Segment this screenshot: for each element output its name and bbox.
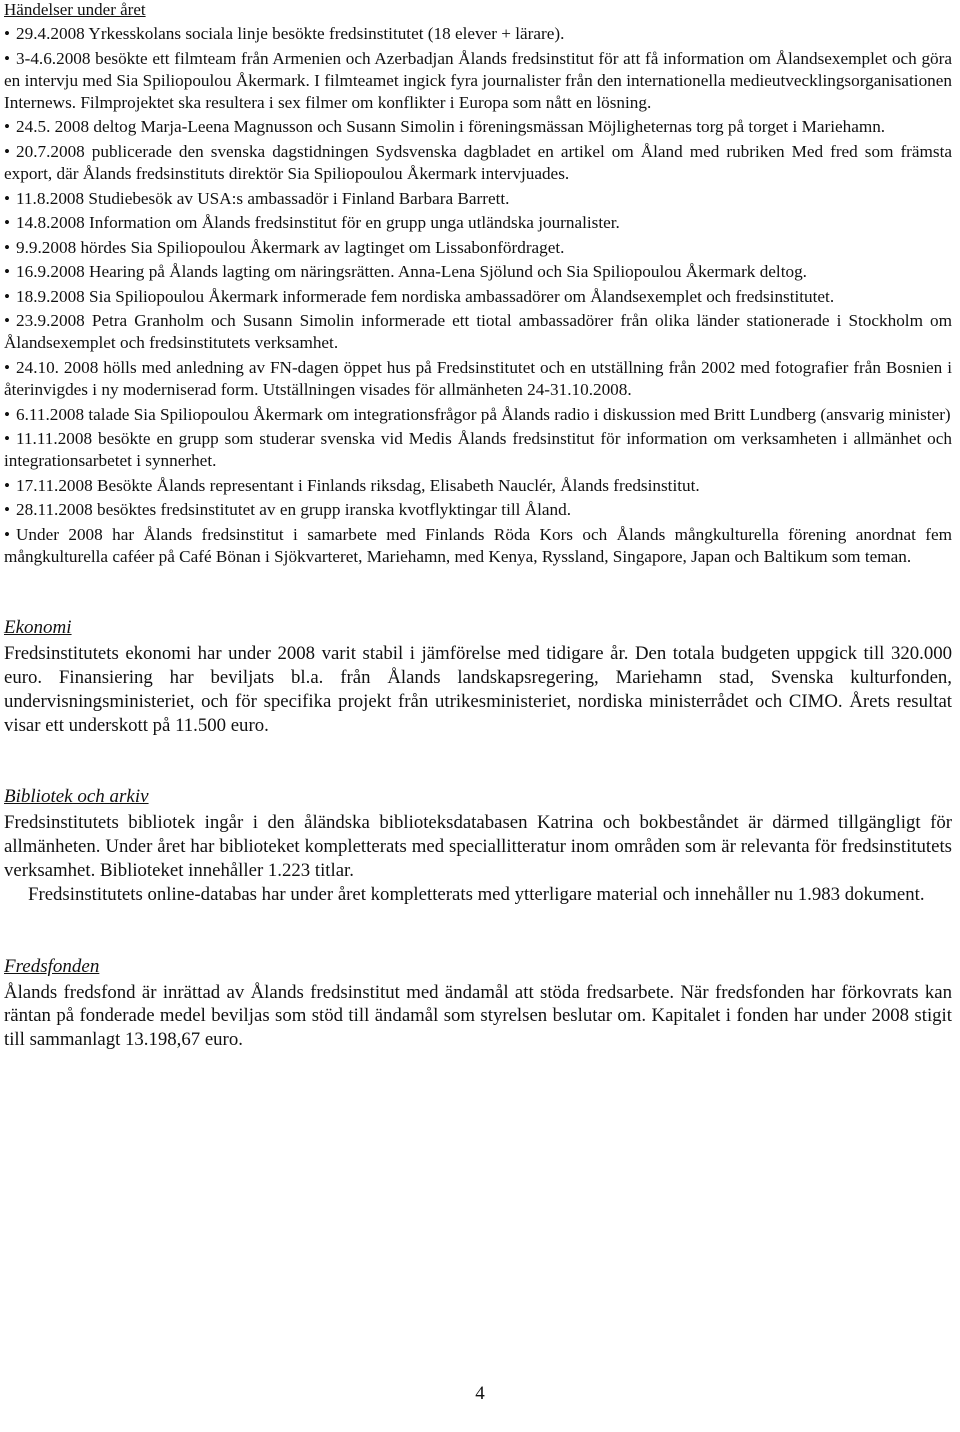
event-text: 24.10. 2008 hölls med anledning av FN-dagen öppet hus på Fredsinstitutet och en utställning från 2002 med fotografier från Bosnien i återinvigdes i ny moderniserad form. Utställningen visades för allmänheten 24-31.10.2008. <box>4 357 952 400</box>
event-item <box>4 212 952 234</box>
bullet-icon: • <box>4 262 11 282</box>
page-number: 4 <box>475 1383 485 1404</box>
event-item <box>4 188 952 210</box>
fund-paragraph: Ålands fredsfond är inrättad av Ålands fredsinstitut med ändamål att stöda fredsarbete. När fredsfonden har förkovrats kan räntan på fonderade medel beviljas som stöd till ändamål som styrelsen beslutar om. Kapitalet i fonden har under 2008 stigit till sammanlagt 13.198,67 euro. <box>4 981 952 1051</box>
bullet-icon: • <box>4 237 11 257</box>
event-text: 11.11.2008 besökte en grupp som studerar svenska vid Medis Ålands fredsinstitut för information om verksamheten i allmänhet och integrationsarbetet i synnerhet. <box>4 429 952 471</box>
event-item <box>4 23 952 45</box>
event-text: 16.9.2008 Hearing på Ålands lagting om näringsrätten. Anna-Lena Sjölund och Sia Spiliopoulou Åkermark deltog. <box>16 262 807 282</box>
event-text: Under 2008 har Ålands fredsinstitut i samarbete med Finlands Röda Kors och Ålands mångkulturella förening anordnat fem mångkulturella caféer på Café Bönan i Sjökvarteret, Mariehamn, med Kenya, Ryssland, Singapore, Japan och Baltikum som teman. <box>4 524 952 566</box>
library-heading: Bibliotek och arkiv <box>4 786 149 808</box>
event-item <box>4 48 952 115</box>
event-item <box>4 261 952 283</box>
bullet-icon: • <box>4 311 11 331</box>
events-list <box>4 23 952 568</box>
economy-paragraph: Fredsinstitutets ekonomi har under 2008 varit stabil i jämförelse med tidigare år. Den totala budgeten uppgick till 320.000 euro. Finansiering har beviljats bl.a. från Ålands landskapsregering, Mariehamn stad, Svenska kulturfonden, undervisningsministeriet, och för specifika projekt från utrikesministeriet, nordiska ministerrådet och CIMO. Årets resultat visar ett underskott på 11.500 euro. <box>4 643 952 736</box>
bullet-icon: • <box>4 429 11 449</box>
event-text: 3-4.6.2008 besökte ett filmteam från Armenien och Azerbadjan Ålands fredsinstitut för att få information om Ålandsexemplet och göra en intervju med Sia Spiliopoulou Åkermark. I filmteamet ingick fyra journalister från den internationella medieutvecklingsorganisationen Internews. Filmprojektet ska resultera i sex filmer om konflikter i Europa som nått en lösning. <box>4 48 952 112</box>
events-heading: Händelser under året <box>4 0 146 19</box>
library-section <box>4 785 952 906</box>
event-item <box>4 310 952 354</box>
bullet-icon: • <box>4 24 11 43</box>
event-item <box>4 237 952 259</box>
event-item <box>4 428 952 472</box>
event-item <box>4 404 952 426</box>
bullet-icon: • <box>4 404 11 424</box>
event-text: 11.8.2008 Studiebesök av USA:s ambassadör i Finland Barbara Barrett. <box>16 188 510 208</box>
event-text: 6.11.2008 talade Sia Spiliopoulou Åkermark om integrationsfrågor på Ålands radio i diskussion med Britt Lundberg (ansvarig minister) <box>16 404 951 424</box>
event-item <box>4 116 952 138</box>
document-page <box>4 0 952 1052</box>
fund-heading: Fredsfonden <box>4 955 100 977</box>
library-paragraph: Fredsinstitutets bibliotek ingår i den åländska biblioteksdatabasen Katrina och bokbeståndet är därmed tillgängligt för allmänheten. Under året har biblioteket kompletterats med speciallitteratur inom områden som är relevanta för fredsinstitutets verksamhet. Biblioteket innehåller 1.223 titlar. <box>4 812 952 881</box>
bullet-icon: • <box>4 357 11 377</box>
event-text: 20.7.2008 publicerade den svenska dagstidningen Sydsvenska dagbladet en artikel om Åland med rubriken Med fred som främsta export, där Ålands fredsinstituts direktör Sia Spiliopoulou Åkermark intervjuades. <box>4 141 952 184</box>
event-item <box>4 357 952 401</box>
bullet-icon: • <box>4 188 11 208</box>
event-text: 9.9.2008 hördes Sia Spiliopoulou Åkermark av lagtinget om Lissabonfördraget. <box>16 237 565 257</box>
economy-heading: Ekonomi <box>4 617 72 639</box>
library-database-paragraph: Fredsinstitutets online-databas har under året kompletterats med ytterligare material och innehåller nu 1.983 dokument. <box>28 883 925 905</box>
event-item <box>4 499 952 521</box>
bullet-icon: • <box>4 475 11 495</box>
event-text: 14.8.2008 Information om Ålands fredsinstitut för en grupp unga utländska journalister. <box>16 213 620 233</box>
bullet-icon: • <box>4 524 11 544</box>
bullet-icon: • <box>4 286 11 306</box>
bullet-icon: • <box>4 500 11 520</box>
fund-section <box>4 955 952 1052</box>
event-item <box>4 141 952 185</box>
bullet-icon: • <box>4 141 11 161</box>
event-item <box>4 475 952 497</box>
bullet-icon: • <box>4 213 11 233</box>
economy-section <box>4 616 952 737</box>
event-text: 23.9.2008 Petra Granholm och Susann Simolin informerade ett tiotal ambassadörer från olika länder stationerade i Stockholm om Ålandsexemplet och fredsinstitutets verksamhet. <box>4 311 952 353</box>
bullet-icon: • <box>4 117 11 137</box>
event-text: 28.11.2008 besöktes fredsinstitutet av en grupp iranska kvotflyktingar till Åland. <box>16 500 571 520</box>
event-text: 17.11.2008 Besökte Ålands representant i Finlands riksdag, Elisabeth Nauclér, Ålands fredsinstitut. <box>16 475 700 495</box>
bullet-icon: • <box>4 48 11 68</box>
event-text: 18.9.2008 Sia Spiliopoulou Åkermark informerade fem nordiska ambassadörer om Ålandsexemplet och fredsinstitutet. <box>16 286 835 306</box>
event-item <box>4 524 952 568</box>
event-item <box>4 286 952 308</box>
event-text: 24.5. 2008 deltog Marja-Leena Magnusson och Susann Simolin i föreningsmässan Möjligheternas torg på torget i Mariehamn. <box>16 117 886 137</box>
event-text: 29.4.2008 Yrkesskolans sociala linje besökte fredsinstitutet (18 elever + lärare). <box>16 24 565 43</box>
